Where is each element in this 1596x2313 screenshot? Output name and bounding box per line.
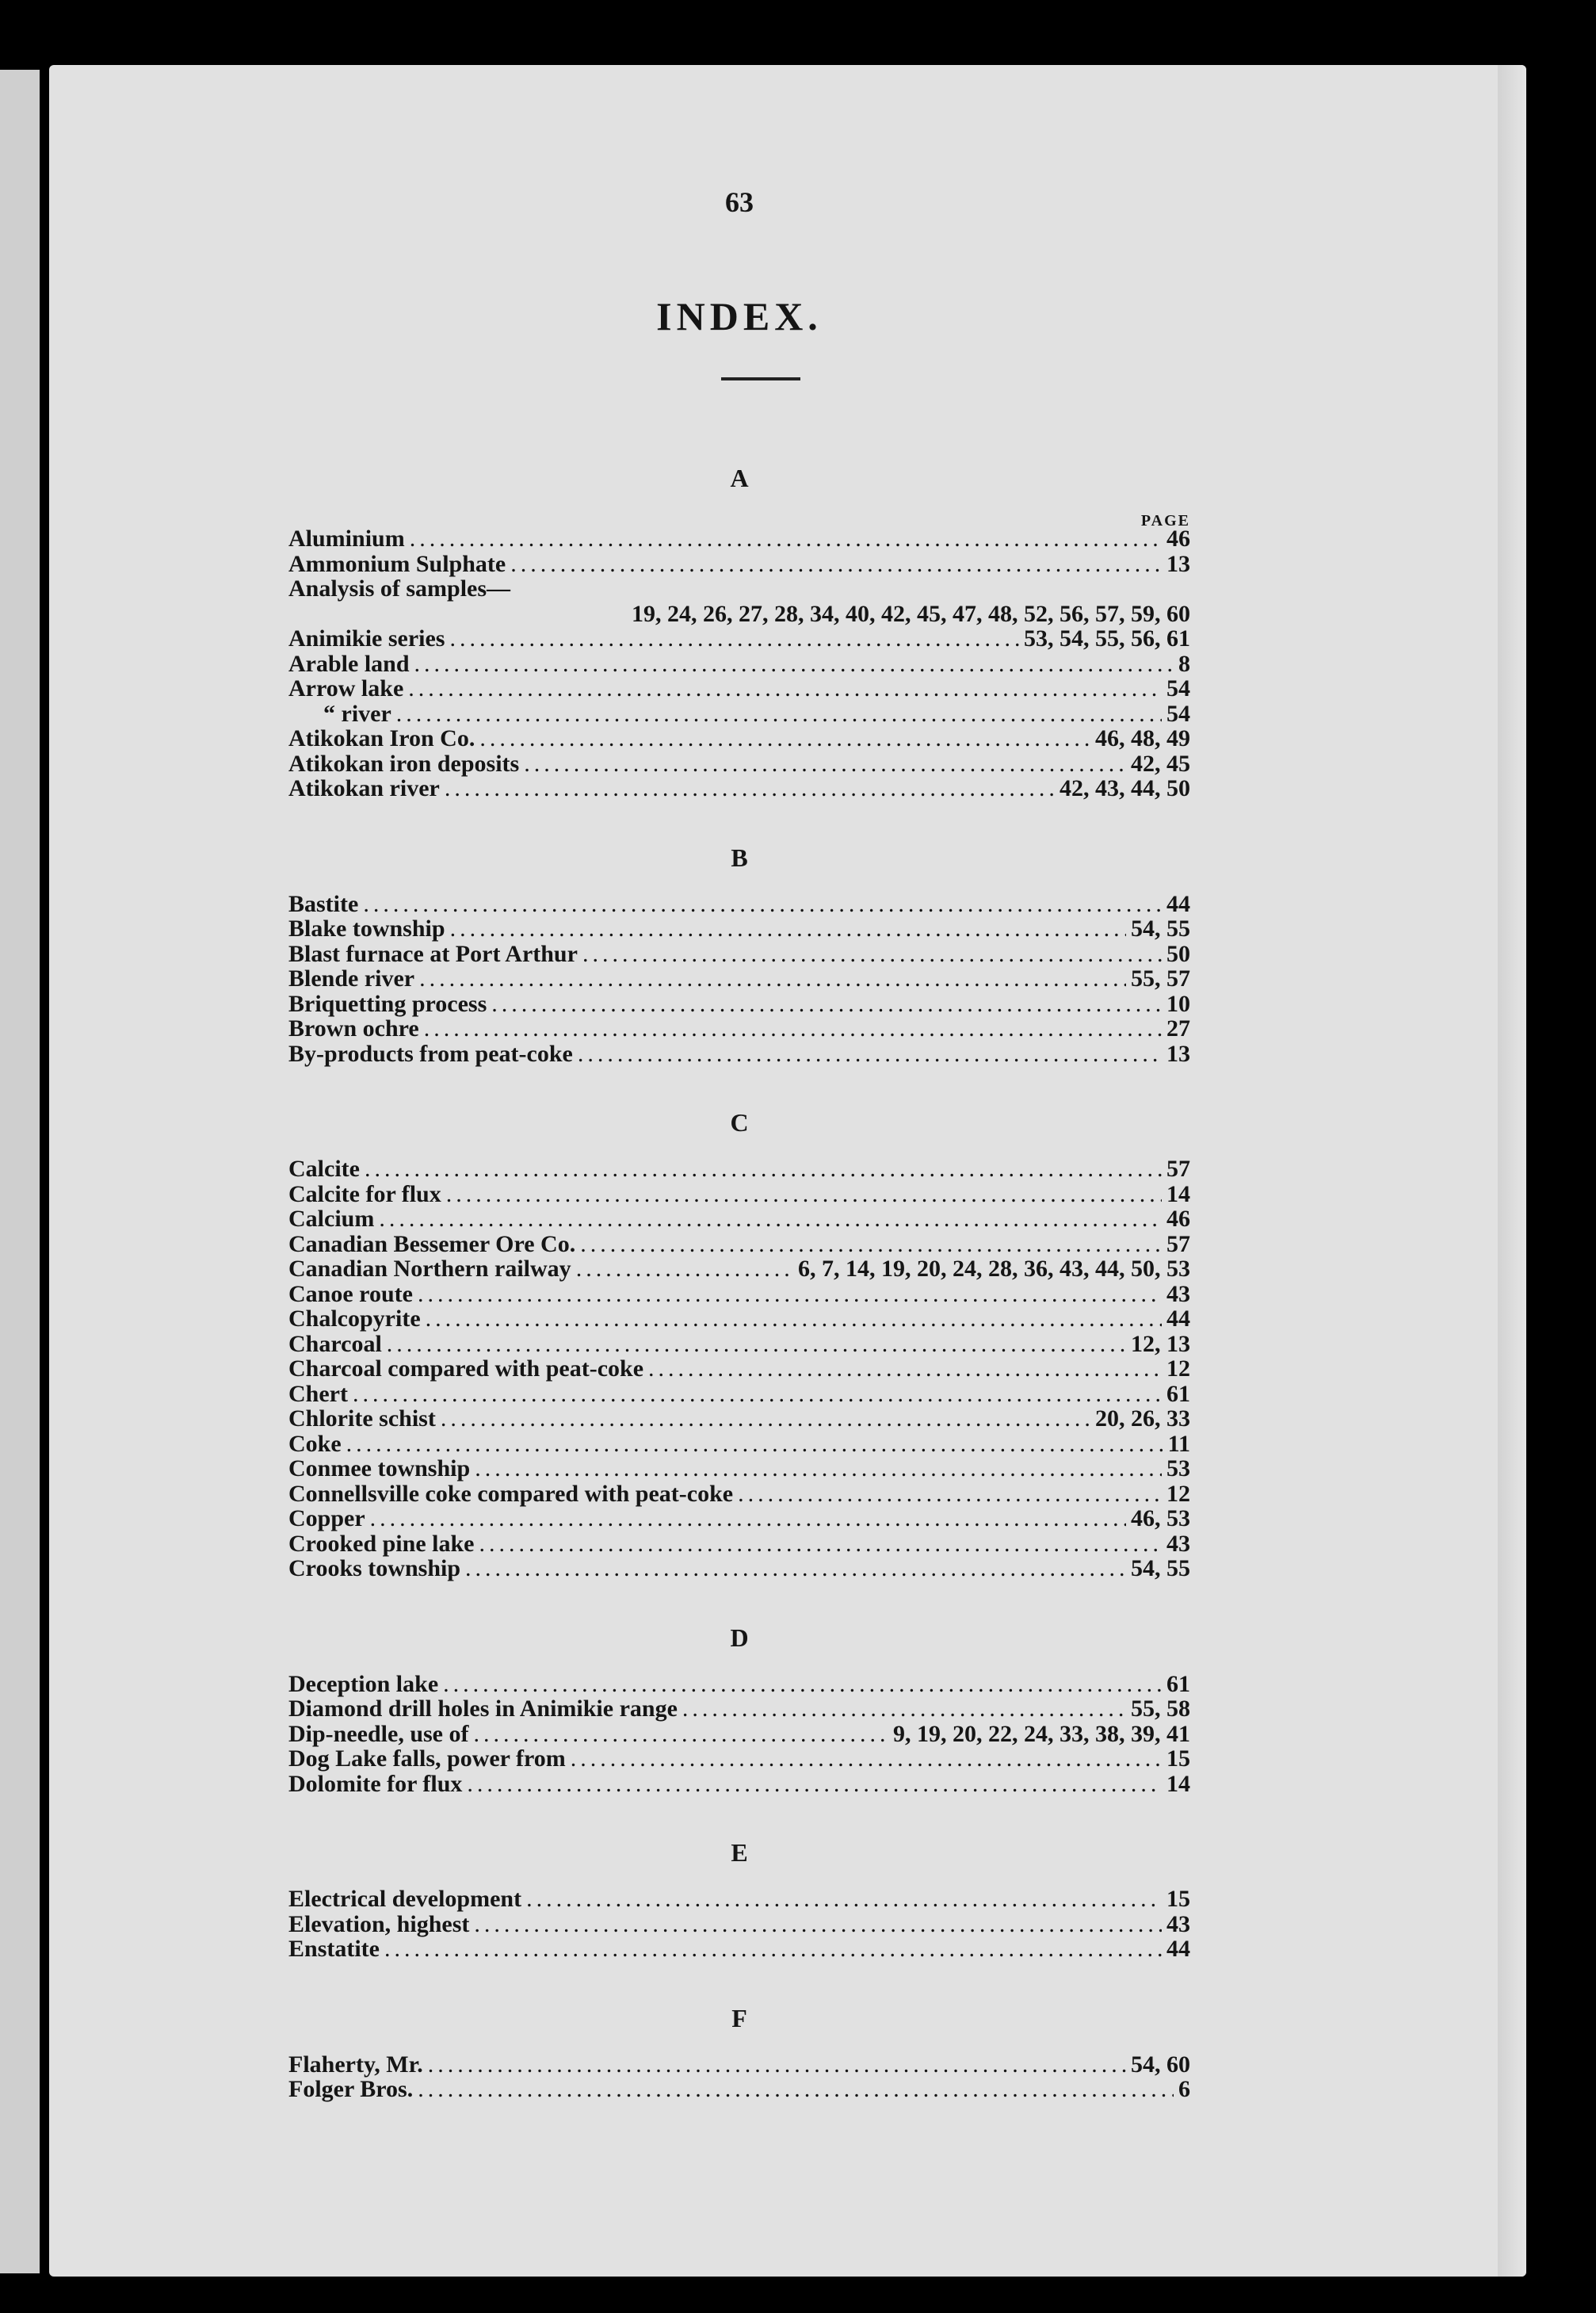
leader-dots (418, 2077, 1174, 2102)
leader-dots (424, 1016, 1162, 1042)
index-section-e (288, 1836, 1190, 1962)
index-entry (288, 1887, 1190, 1912)
entry-pages: 53 (1166, 1455, 1190, 1481)
index-entry (288, 1531, 1190, 1557)
leader-dots (479, 726, 1090, 751)
entry-pages: 55, 57 (1131, 965, 1190, 992)
entry-term: By-products from peat-coke (288, 1040, 573, 1067)
entry-term: Arrow lake (288, 675, 404, 702)
entry-pages: 50 (1166, 940, 1190, 967)
leader-dots (467, 1772, 1162, 1797)
leader-dots (578, 1042, 1162, 1067)
entry-term: “ river (323, 700, 391, 727)
index-entry (288, 1306, 1190, 1332)
index-entry (288, 1382, 1190, 1407)
entry-term: Enstatite (288, 1936, 380, 1962)
entry-term: Crooks township (288, 1555, 461, 1581)
entry-pages: 46 (1166, 1206, 1190, 1232)
leader-dots (414, 652, 1174, 677)
leader-dots (426, 1306, 1162, 1332)
index-entry (288, 751, 1190, 777)
index-section-b (288, 841, 1190, 1067)
index-entry (288, 1256, 1190, 1282)
entry-term: Folger Bros. (288, 2076, 414, 2102)
index-entry (288, 916, 1190, 942)
entry-term: Ammonium Sulphate (288, 550, 506, 577)
index-entry (288, 1282, 1190, 1307)
section-letter: B (731, 843, 748, 872)
leader-dots (582, 942, 1162, 967)
entry-term: Diamond drill holes in Animikie range (288, 1696, 678, 1722)
entry-pages: 10 (1166, 990, 1190, 1017)
adjacent-page-edge (0, 70, 40, 2273)
entry-pages: 8 (1178, 650, 1190, 677)
leader-dots (441, 1406, 1090, 1432)
entry-term: Charcoal (288, 1330, 382, 1357)
section-letter: D (730, 1623, 749, 1652)
index-entry (288, 892, 1190, 917)
index-entry (288, 966, 1190, 992)
entry-pages: 15 (1166, 1886, 1190, 1912)
entry-pages: 6 (1178, 2076, 1190, 2102)
index-entry (288, 676, 1190, 702)
index-entry (288, 1432, 1190, 1457)
entry-pages: 57 (1166, 1230, 1190, 1257)
leader-dots (491, 992, 1162, 1017)
leader-dots (576, 1256, 793, 1282)
leader-dots (450, 916, 1126, 942)
index-entry (288, 726, 1190, 751)
index-entry (288, 1506, 1190, 1531)
index-page (49, 65, 1526, 2277)
leader-dots (353, 1382, 1162, 1407)
index-entry (288, 2077, 1190, 2102)
entry-pages: 44 (1166, 890, 1190, 917)
index-entry (288, 942, 1190, 967)
entry-pages: 44 (1166, 1306, 1190, 1332)
index-entry (288, 576, 1190, 602)
leader-dots (408, 676, 1162, 702)
entry-term: Connellsville coke compared with peat-coke (288, 1480, 734, 1507)
leader-dots (465, 1556, 1126, 1581)
leader-dots (526, 1887, 1162, 1912)
entry-term: Atikokan Iron Co. (288, 725, 475, 751)
index-section-c (288, 1106, 1190, 1581)
entry-term: Atikokan iron deposits (288, 750, 520, 777)
index-section-f (288, 2001, 1190, 2102)
index-entry (288, 1406, 1190, 1432)
entry-term: Chert (288, 1380, 348, 1407)
entry-pages: 6, 7, 14, 19, 20, 24, 28, 36, 43, 44, 50, 53 (798, 1256, 1190, 1282)
entry-term: Canoe route (288, 1280, 413, 1307)
entry-pages: 42, 43, 44, 50 (1060, 775, 1190, 801)
entry-pages: 46 (1166, 526, 1190, 552)
leader-dots (445, 776, 1055, 801)
entry-term: Dog Lake falls, power from (288, 1745, 566, 1772)
leader-dots (474, 1912, 1162, 1937)
index-entry (288, 626, 1190, 652)
entry-pages: 11 (1167, 1430, 1190, 1457)
entry-term: Electrical development (288, 1886, 522, 1912)
entry-pages: 15 (1166, 1745, 1190, 1772)
entry-pages: 61 (1166, 1380, 1190, 1407)
index-entry (288, 776, 1190, 801)
index-entry (288, 1232, 1190, 1257)
index-entry (288, 1556, 1190, 1581)
leader-dots (410, 526, 1162, 552)
leader-dots (384, 1936, 1162, 1962)
leader-dots (419, 966, 1126, 992)
entry-pages: 54, 60 (1131, 2051, 1190, 2078)
entry-pages: 54 (1166, 700, 1190, 727)
leader-dots (446, 1182, 1162, 1207)
entry-pages: 9, 19, 20, 22, 24, 33, 38, 39, 41 (893, 1720, 1190, 1747)
leader-dots (363, 892, 1162, 917)
entry-pages: 12, 13 (1131, 1330, 1190, 1357)
index-entry (288, 1332, 1190, 1357)
entry-pages: 13 (1166, 1040, 1190, 1067)
entry-term: Analysis of samples— (288, 575, 511, 602)
entry-pages: 19, 24, 26, 27, 28, 34, 40, 42, 45, 47, 48, 52, 56, 57, 59, 60 (632, 600, 1190, 627)
entry-term: Brown ochre (288, 1015, 419, 1042)
entry-term: Aluminium (288, 526, 405, 552)
leader-dots (418, 1282, 1162, 1307)
entry-term: Charcoal compared with peat-coke (288, 1355, 644, 1382)
index-entry (288, 1696, 1190, 1722)
page-title: INDEX. (656, 294, 823, 338)
entry-pages: 57 (1166, 1156, 1190, 1182)
entry-term: Coke (288, 1430, 342, 1457)
entry-term: Calcium (288, 1206, 375, 1232)
leader-dots (648, 1356, 1162, 1382)
index-entry (288, 1206, 1190, 1232)
index-section-a (288, 461, 1190, 801)
entry-pages: 27 (1166, 1015, 1190, 1042)
section-letter: C (730, 1108, 749, 1137)
index-entry (288, 552, 1190, 577)
entry-pages: 55, 58 (1131, 1696, 1190, 1722)
index-section-d (288, 1621, 1190, 1797)
entry-pages: 44 (1166, 1936, 1190, 1962)
title-rule (721, 377, 800, 380)
entry-pages: 12 (1166, 1480, 1190, 1507)
entry-term: Chlorite schist (288, 1405, 436, 1432)
entry-term: Blast furnace at Port Arthur (288, 940, 578, 967)
entry-term: Copper (288, 1505, 365, 1531)
entry-pages: 46, 48, 49 (1095, 725, 1190, 751)
index-entry (288, 992, 1190, 1017)
leader-dots (379, 1206, 1162, 1232)
leader-dots (571, 1746, 1162, 1772)
entry-pages: 14 (1166, 1770, 1190, 1797)
index-entry (288, 1722, 1190, 1747)
index-entry (288, 1772, 1190, 1797)
leader-dots (682, 1696, 1126, 1722)
leader-dots (580, 1232, 1162, 1257)
entry-term: Blake township (288, 916, 445, 942)
index-entry (288, 1746, 1190, 1772)
entry-term: Deception lake (288, 1670, 439, 1697)
leader-dots (365, 1156, 1162, 1182)
entry-pages: 20, 26, 33 (1095, 1405, 1190, 1432)
index-entry (288, 1481, 1190, 1507)
index-entry (288, 1672, 1190, 1697)
entry-term: Canadian Northern railway (288, 1256, 571, 1282)
entry-term: Dolomite for flux (288, 1770, 463, 1797)
entry-pages: 43 (1166, 1280, 1190, 1307)
entry-term: Calcite (288, 1156, 360, 1182)
index-entry (288, 1016, 1190, 1042)
entry-pages: 46, 53 (1131, 1505, 1190, 1531)
page-column-label: PAGE (1140, 512, 1190, 530)
entry-term: Chalcopyrite (288, 1306, 421, 1332)
index-entry (288, 1042, 1190, 1067)
index-entry (288, 1936, 1190, 1962)
leader-dots (443, 1672, 1162, 1697)
entry-term: Arable land (288, 650, 410, 677)
leader-dots (524, 751, 1126, 777)
index-entry (288, 1912, 1190, 1937)
entry-pages: 12 (1166, 1355, 1190, 1382)
entry-term: Canadian Bessemer Ore Co. (288, 1230, 576, 1257)
entry-term: Animikie series (288, 625, 445, 652)
section-letter: E (731, 1838, 748, 1867)
index-entry (288, 526, 1190, 552)
index-entry (288, 1182, 1190, 1207)
entry-term: Flaherty, Mr. (288, 2051, 423, 2078)
entry-pages: 13 (1166, 550, 1190, 577)
entry-term: Calcite for flux (288, 1180, 441, 1207)
entry-pages: 43 (1166, 1910, 1190, 1937)
index-entry (288, 1456, 1190, 1481)
page-right-edge (1498, 65, 1526, 2277)
leader-dots (428, 2052, 1126, 2078)
entry-pages: 53, 54, 55, 56, 61 (1024, 625, 1190, 652)
index-entries (288, 461, 1190, 2142)
leader-dots (387, 1332, 1126, 1357)
entry-pages: 14 (1166, 1180, 1190, 1207)
entry-term: Bastite (288, 890, 359, 917)
entry-term: Elevation, highest (288, 1910, 470, 1937)
entry-term: Blende river (288, 965, 415, 992)
entry-pages: 54 (1166, 675, 1190, 702)
index-entry (288, 1156, 1190, 1182)
entry-term: Briquetting process (288, 990, 487, 1017)
index-entry (288, 2052, 1190, 2078)
entry-pages: 54, 55 (1131, 1555, 1190, 1581)
entry-term: Atikokan river (288, 775, 440, 801)
entry-term: Conmee township (288, 1455, 471, 1481)
index-entry (288, 602, 1190, 627)
leader-dots (510, 552, 1162, 577)
entry-pages: 54, 55 (1131, 916, 1190, 942)
leader-dots (346, 1432, 1163, 1457)
leader-dots (738, 1481, 1162, 1507)
section-letter: A (730, 464, 749, 492)
index-entry (288, 702, 1190, 727)
leader-dots (479, 1531, 1162, 1557)
entry-pages: 42, 45 (1131, 750, 1190, 777)
entry-term: Dip-needle, use of (288, 1720, 469, 1747)
leader-dots (396, 702, 1162, 727)
leader-dots (474, 1722, 889, 1747)
entry-pages: 61 (1166, 1670, 1190, 1697)
index-entry (288, 652, 1190, 677)
entry-term: Crooked pine lake (288, 1530, 475, 1557)
leader-dots (370, 1506, 1126, 1531)
page-number: 63 (725, 186, 754, 218)
index-entry (288, 1356, 1190, 1382)
section-letter: F (731, 2003, 747, 2032)
leader-dots (475, 1456, 1162, 1481)
leader-dots (449, 626, 1019, 652)
entry-pages: 43 (1166, 1530, 1190, 1557)
